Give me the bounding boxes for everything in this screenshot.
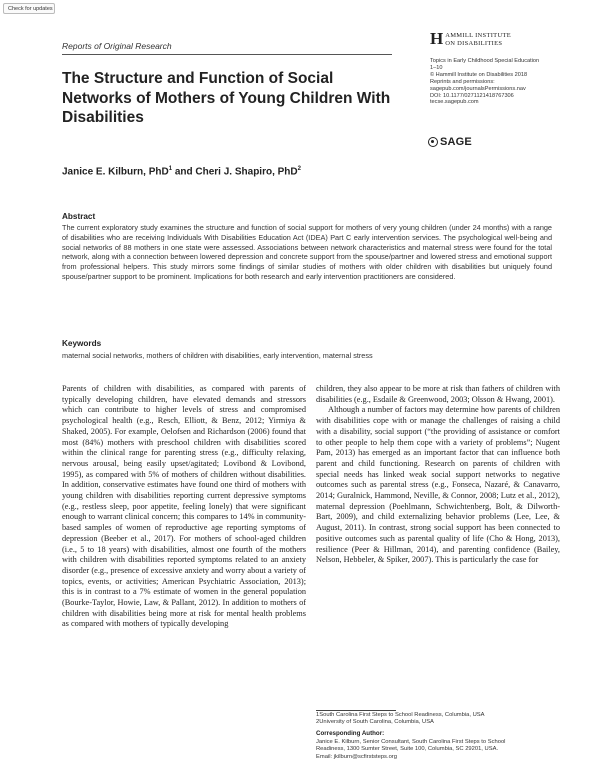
check-for-updates-label: Check for updates bbox=[8, 5, 53, 12]
publisher-name-line1: AMMILL INSTITUTE bbox=[445, 32, 511, 39]
authors bbox=[62, 166, 301, 177]
reprints-label: Reprints and permissions: bbox=[430, 78, 495, 85]
publisher-name bbox=[445, 32, 511, 47]
keywords-text: maternal social networks, mothers of children with disabilities, early intervention, maternal stress bbox=[62, 351, 373, 360]
affiliation-1: 1South Carolina First Steps to School Readiness, Columbia, USA bbox=[316, 712, 485, 718]
check-for-updates-badge[interactable] bbox=[3, 3, 55, 14]
page-range: 1–10 bbox=[430, 64, 443, 71]
publisher-mark: H bbox=[430, 29, 444, 48]
doi[interactable]: DOI: 10.1177/0271121418767306 bbox=[430, 92, 514, 99]
article-title: The Structure and Function of Social Networks of Mothers of Young Children With Disabilities bbox=[62, 70, 391, 126]
footnote-rule bbox=[316, 710, 396, 711]
body-paragraph: Although a number of factors may determine how parents of children with disabilities cope with or manage the challenges of raising a child with a disability, social support (“the providing of assistance or comfort to other people to help them cope with a variety of problems”; Nugent Pam, 2013) has emerged as an important factor that can influence both parent and child functioning. Research on parents of children with special needs has linked weak social support networks to negative outcomes such as parental stress (e.g., Fonseca, Nazaré, & Canavarro, 2014; Guralnick, Hammond, Neville, & Connor, 2008; Lutz et al., 2012), maternal depression (Poehlmann, Schwichtenberg, Bolt, & Dilworth-Bart, 2009), and child externalizing behavior problems (Lee, Lee, & August, 2011). In contrast, strong social support has been connected to positive outcomes such as parental quality of life (Cho & Hong, 2013), resilience (Peer & Hillman, 2014), and parenting confidence (Bailey, Nelson, Hebbeler, & Spiker, 2007). This is particularly the case for bbox=[316, 405, 560, 565]
body-column-left bbox=[62, 384, 306, 630]
sage-logo bbox=[428, 136, 472, 148]
affiliations bbox=[316, 712, 561, 727]
sage-label: SAGE bbox=[440, 136, 472, 148]
publisher-name-line2: ON DISABILITIES bbox=[445, 39, 503, 47]
body-column-right bbox=[316, 384, 560, 708]
corresponding-author-line: Readiness, 1300 Sumter Street, Suite 100, Columbia, SC 29201, USA. bbox=[316, 746, 499, 753]
abstract-text: The current exploratory study examines the structure and function of social support for mothers of very young children (under 24 months) with a range of disabilities who are receiving Individuals With Disabilities Education Act (IDEA) Part C early intervention services. The psychological well-being and social networks of 88 mothers in one state were assessed. Associations between network characteristics and maternal stress were found for the total network, along with a connection between lowered depression and concrete support from the spouse/partner and lowered stress and emotional support from professional helpers. This study mirrors some findings of similar studies of mothers with older children with disabilities but uniquely found spouse/partner support to be prominent. Implications for both research and early intervention practitioners are considered. bbox=[62, 223, 552, 281]
author-1: Janice E. Kilburn, PhD bbox=[62, 166, 169, 178]
affiliation-2: 2University of South Carolina, Columbia, USA bbox=[316, 719, 434, 726]
body-paragraph: Parents of children with disabilities, as compared with parents of typically developing children, have elevated demands and stressors which can contribute to higher levels of stress and compromised psychological health (e.g., Resch, Elliott, & Benz, 2012; Yirmiya & Shaked, 2005). For example, Oelofsen and Richardson (2006) found that most (84%) mothers with preschool children with disabilities scored within the clinical range for parenting stress (e.g., difficulty relaxing, nervous arousal, being easily upset/agitated; Lovibond & Lovibond, 1995), as compared with 5% of mothers of children without disabilities. In addition, conservative estimates have found one third of mothers with young children with disabilities reporting current depressive symptoms (e.g., restless sleep, poor appetite, feeling lonely) that were significant enough to warrant clinical concern; this compares to 14% in community-based samples of women of reproductive age reporting symptoms of depression (Beeber et al., 2017). For mothers of school-aged children (i.e., 5 to 18 years) with disabilities, almost one fourth of the mothers with children with disabilities reported symptoms related to an anxiety disorder (e.g., presence of excessive anxiety and worry about a variety of topics, events, or activities; American Psychiatric Association, 2013); this is in contrast to a 7% estimate of women in the general population (Bourke-Taylor, Howie, Law, & Pallant, 2012). In addition to mothers of children with disabilities being more at risk for mental health problems as compared with mothers of typically developing bbox=[62, 384, 306, 629]
publisher-logo bbox=[430, 31, 511, 47]
header-rule bbox=[62, 54, 392, 55]
section-label: Reports of Original Research bbox=[62, 41, 172, 51]
abstract-heading: Abstract bbox=[62, 212, 96, 221]
corresponding-author-email[interactable]: Email: jkilburn@scfirststeps.org bbox=[316, 753, 397, 760]
keywords-heading: Keywords bbox=[62, 339, 102, 348]
author-2-affil: 2 bbox=[297, 166, 301, 172]
author-1-affil: 1 bbox=[168, 166, 173, 172]
journal-name: Topics in Early Childhood Special Education bbox=[430, 58, 540, 64]
copyright: © Hammill Institute on Disabilities 2018 bbox=[430, 71, 528, 78]
journal-info bbox=[430, 58, 580, 106]
permissions-link[interactable]: sagepub.com/journalsPermissions.nav bbox=[430, 85, 526, 92]
corresponding-author-line: Janice E. Kilburn, Senior Consultant, South Carolina First Steps to School bbox=[316, 739, 506, 745]
author-2: Cheri J. Shapiro, PhD bbox=[195, 166, 298, 178]
corresponding-author-details bbox=[316, 739, 561, 761]
body-paragraph: children, they also appear to be more at risk than fathers of children with disabilities (e.g., Esdaile & Greenwood, 2003; Olsson & Hwang, 2001). bbox=[316, 384, 560, 404]
journal-url[interactable]: tecse.sagepub.com bbox=[430, 99, 479, 106]
corresponding-author-heading: Corresponding Author: bbox=[316, 730, 385, 737]
sage-icon bbox=[428, 137, 438, 147]
author-conjunction: and bbox=[172, 166, 196, 178]
